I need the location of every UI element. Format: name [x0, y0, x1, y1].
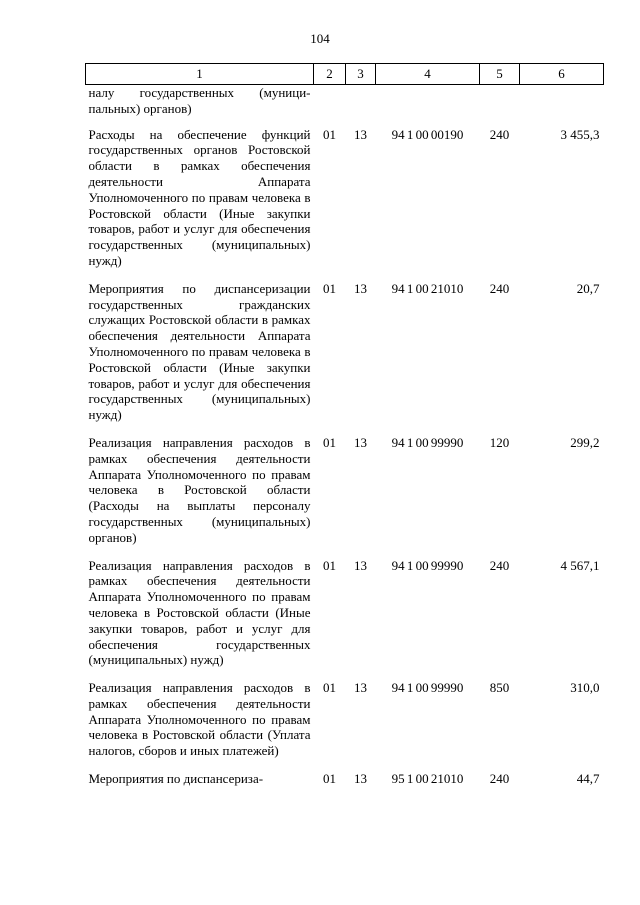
row-vr: 240 [489, 126, 510, 142]
header-col-3: 3 [346, 64, 376, 85]
row-csr: 94 1 00 99990 [391, 434, 464, 450]
header-col-1: 1 [86, 64, 314, 85]
budget-table [85, 63, 604, 799]
row-amount: 20,7 [576, 280, 600, 296]
table-row [86, 771, 604, 799]
row-rz: 01 [323, 126, 336, 142]
row-vr: 120 [489, 434, 510, 450]
page-number: 104 [310, 31, 330, 46]
row-rz: 01 [323, 680, 336, 696]
row-rz: 01 [323, 280, 336, 296]
row-csr: 95 1 00 21010 [391, 771, 464, 787]
row-description: Реализация направления расходов в рамках обеспечения деятельности Аппарата Уполномоченного по правам человека в Ростовской области (Уплата налогов, сборов и иных платежей) [88, 680, 311, 759]
row-description: Расходы на обеспечение функций государственных органов Ростовской области в рамках обеспечения деятельности Аппарата Уполномоченного по правам человека в Ростовской области (Иные закупки товаров, работ и услуг для обеспечения государственных (муниципальных) нужд) [88, 126, 311, 268]
row-rz: 01 [323, 557, 336, 573]
row-pr: 13 [354, 434, 367, 450]
row-pr: 13 [354, 557, 367, 573]
row-csr: 94 1 00 99990 [391, 557, 464, 573]
row-description: Мероприятия по диспансеризации государственных гражданских служащих Ростовской области в рамках обеспечения деятельности Аппарата Уполномоченного по правам человека в Ростовской области (Иные закупки товаров, работ и услуг для обеспечения государственных (муниципальных) нужд) [88, 280, 311, 423]
row-vr: 240 [489, 771, 510, 787]
row-vr: 240 [489, 280, 510, 296]
row-amount: 310,0 [570, 680, 600, 696]
row-csr: 94 1 00 99990 [391, 680, 464, 696]
table-row [86, 558, 604, 681]
row-description: Мероприятия по диспансериза- [88, 771, 264, 787]
header-col-6: 6 [520, 64, 604, 85]
row-vr: 240 [489, 557, 510, 573]
header-col-5: 5 [480, 64, 520, 85]
row-pr: 13 [354, 771, 367, 787]
row-amount: 299,2 [570, 434, 600, 450]
row-pr: 13 [354, 280, 367, 296]
row-pr: 13 [354, 680, 367, 696]
row-csr: 94 1 00 00190 [391, 126, 464, 142]
row-description: Реализация направления расходов в рамках обеспечения деятельности Аппарата Уполномоченного по правам человека в Ростовской области (Иные закупки товаров, работ и услуг для обеспечения государственных (муниципальных) нужд) [88, 557, 311, 668]
header-col-2: 2 [314, 64, 346, 85]
table-header [86, 64, 604, 85]
row-pr: 13 [354, 126, 367, 142]
table-row [86, 435, 604, 558]
table-row [86, 281, 604, 435]
table-row [86, 680, 604, 771]
continuation-text: налу государственных (муници-пальных) органов) [88, 85, 311, 116]
row-amount: 44,7 [576, 771, 600, 787]
row-csr: 94 1 00 21010 [391, 280, 464, 296]
table-row [86, 127, 604, 281]
row-amount: 3 455,3 [560, 126, 600, 142]
header-col-4: 4 [376, 64, 480, 85]
row-description: Реализация направления расходов в рамках обеспечения деятельности Аппарата Уполномоченного по правам человека в Ростовской области (Расходы на выплаты персоналу государственных (муниципальных) органов) [88, 434, 311, 545]
table-row-continuation [86, 85, 604, 127]
row-rz: 01 [323, 771, 336, 787]
row-amount: 4 567,1 [560, 557, 600, 573]
row-vr: 850 [489, 680, 510, 696]
row-rz: 01 [323, 434, 336, 450]
